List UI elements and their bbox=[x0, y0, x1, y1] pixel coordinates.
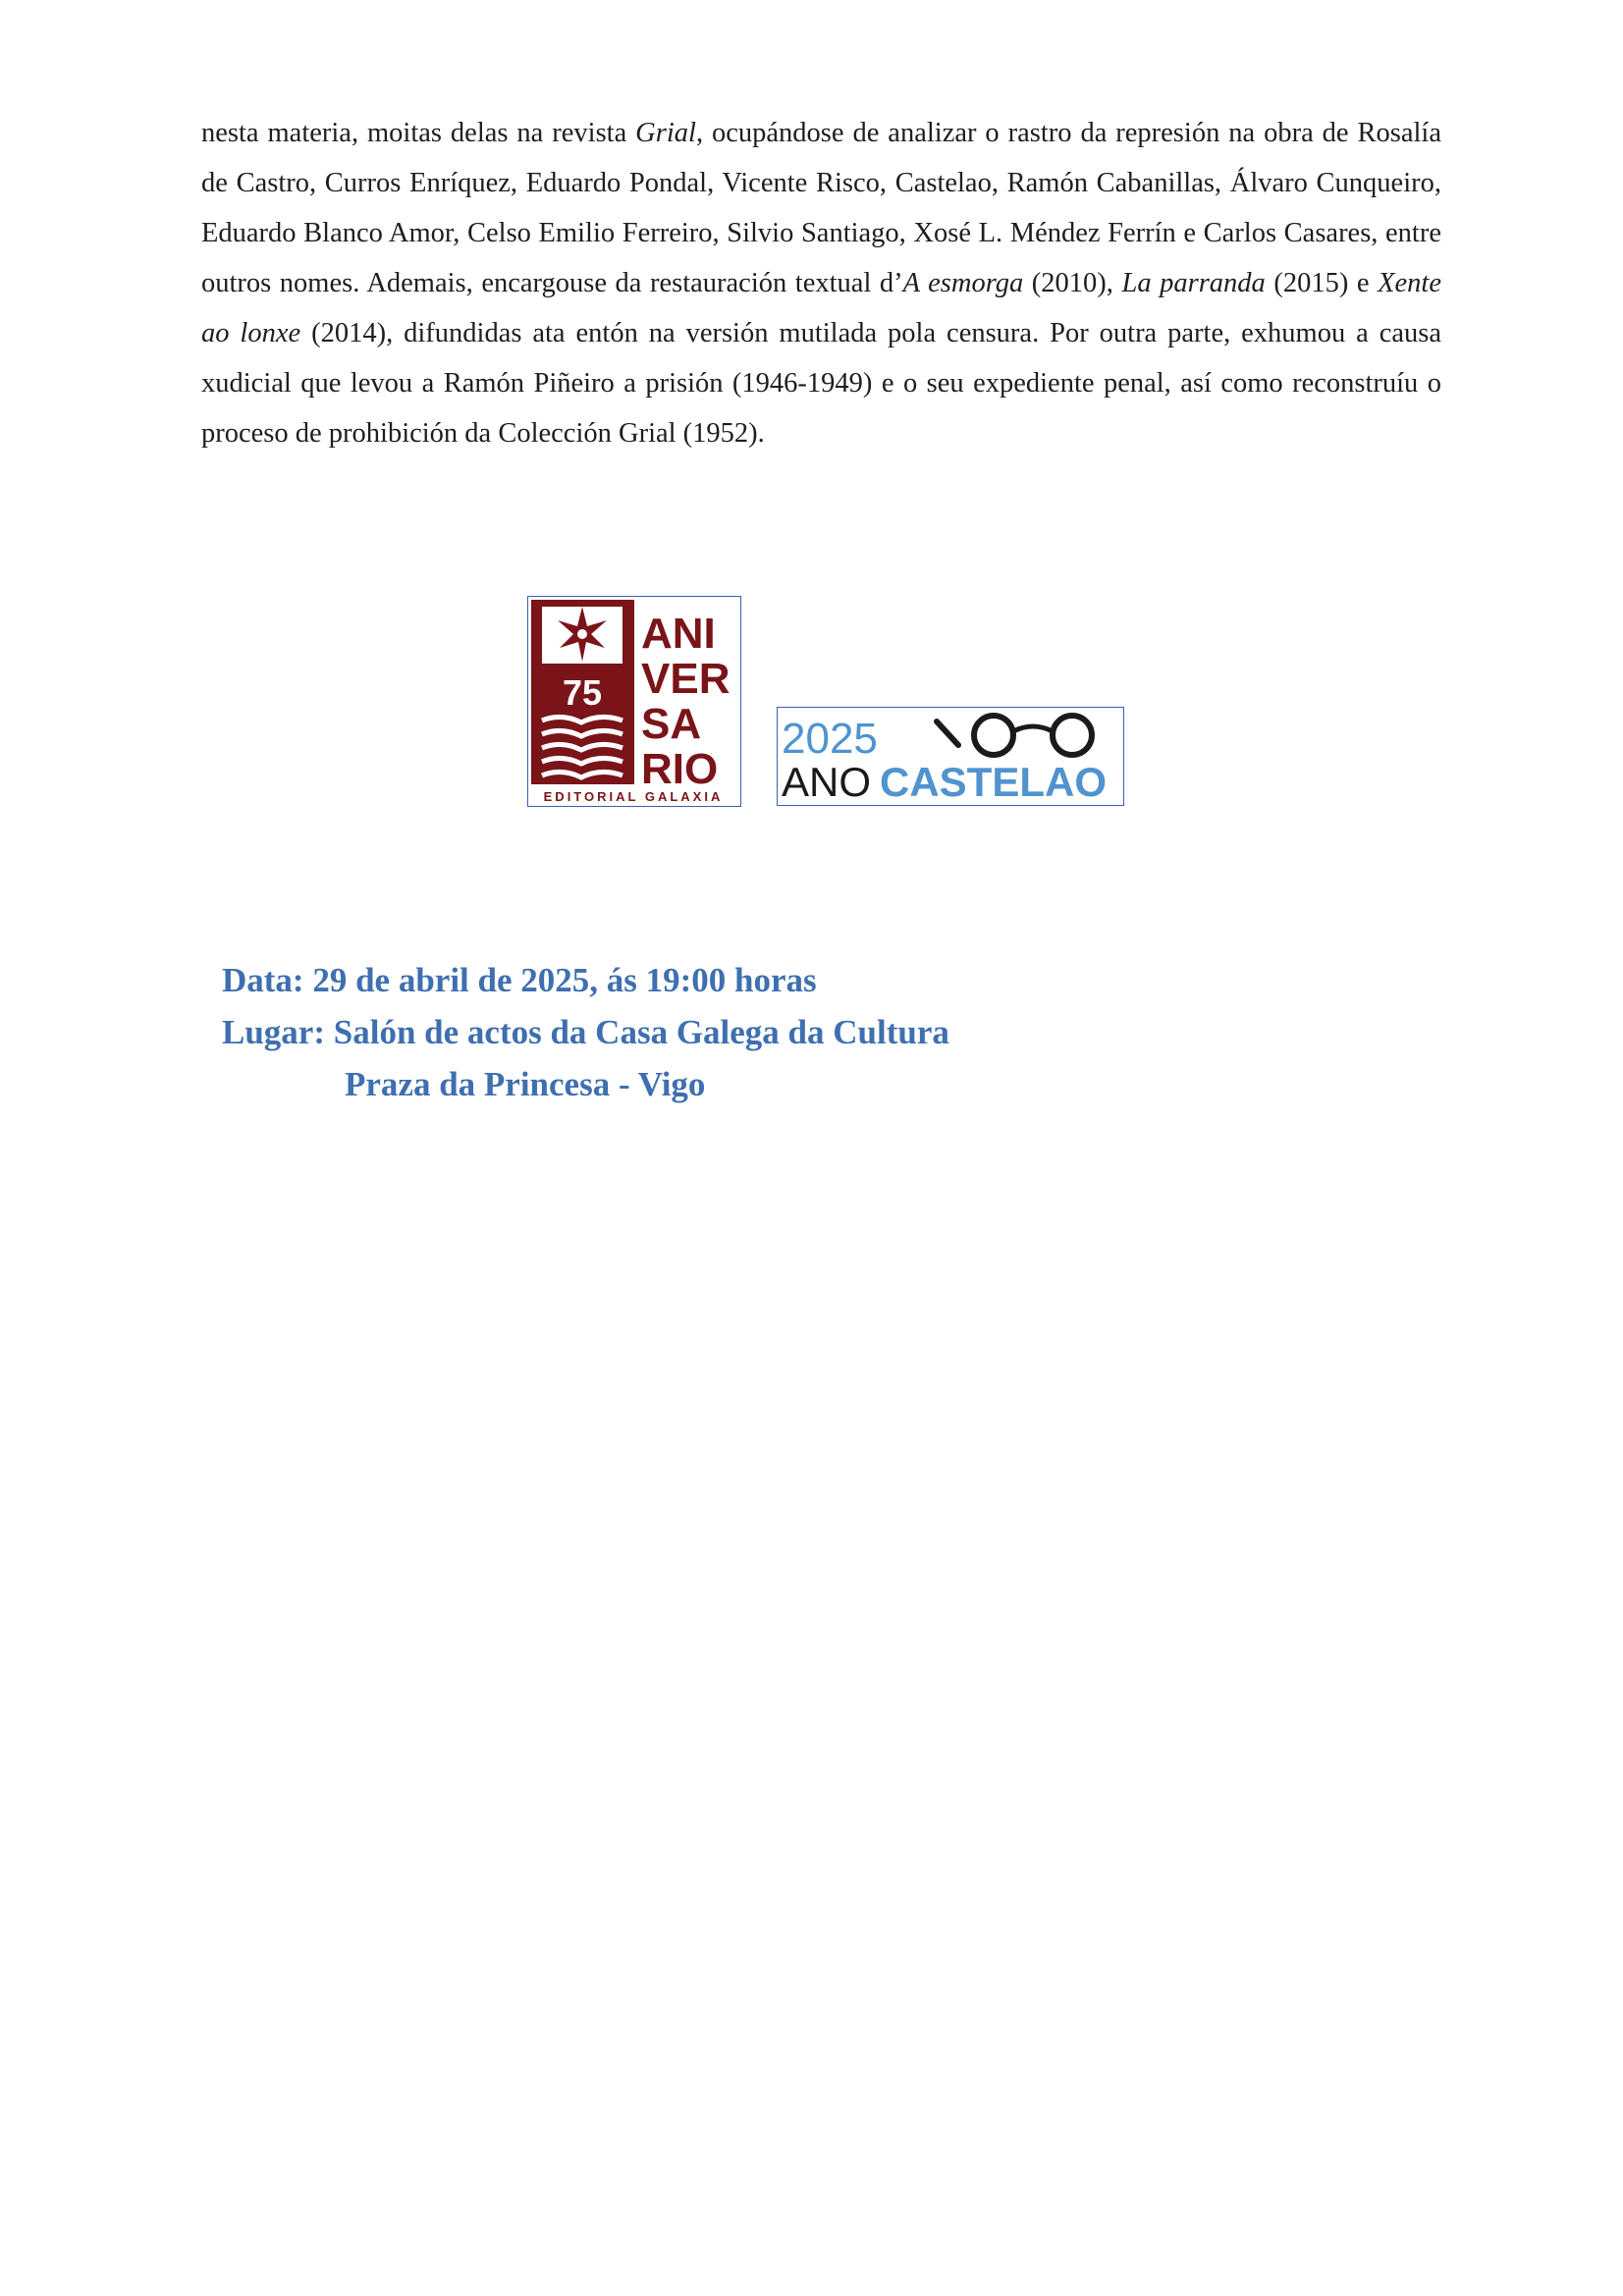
anniversary-word-line: SA bbox=[641, 700, 702, 748]
event-place: Lugar: Salón de actos da Casa Galega da Cultura bbox=[222, 1013, 949, 1051]
galaxia-logo-graphic bbox=[528, 597, 739, 805]
book-title-a-esmorga: A esmorga bbox=[902, 268, 1024, 298]
castelao-name: CASTELAO bbox=[880, 759, 1107, 804]
publisher-name: EDITORIAL GALAXIA bbox=[543, 789, 724, 804]
ano-castelao-logo bbox=[777, 707, 1124, 806]
anniversary-number: 75 bbox=[562, 672, 603, 713]
body-text-segment: , ocupándose de analizar o rastro da represión na obra de Rosalía de Castro, Curros Enríquez, Eduardo Pondal, Vicente Risco, Castelao, Ramón Cabanillas, Álvaro Cunqueiro, Eduardo Blanco Amor, Celso Emilio Ferreiro, Silvio Santiago, Xosé L. Méndez Ferrín e Carlos Casares, entre outros nomes. Ademais, encargouse da restauración textual d’ bbox=[201, 118, 1441, 298]
anniversary-word-line: ANI bbox=[641, 610, 716, 658]
book-title-xente-ao-lonxe: Xente ao lonxe bbox=[201, 268, 1442, 348]
body-text-segment: nesta materia, moitas delas na revista bbox=[201, 118, 636, 148]
body-text-segment: (2014), difundidas ata entón na versión mutilada pola censura. Por outra parte, exhumou a causa xudicial que levou a Ramón Piñeiro a prisión (1946-1949) e o seu expediente penal, así como reconstruíu o proceso de prohibición da Colección Grial (1952). bbox=[201, 318, 1442, 449]
castelao-year: 2025 bbox=[782, 715, 878, 763]
journal-title: Grial bbox=[635, 118, 696, 148]
glasses-icon bbox=[937, 716, 1092, 755]
anniversary-word-line: VER bbox=[641, 655, 730, 703]
anniversary-word-line: RIO bbox=[641, 745, 719, 793]
body-paragraph bbox=[201, 108, 1441, 458]
body-text-segment: (2015) e bbox=[1265, 268, 1379, 298]
event-details bbox=[222, 954, 949, 1110]
body-text-segment: (2010), bbox=[1023, 268, 1122, 298]
book-title-la-parranda: La parranda bbox=[1121, 268, 1266, 298]
galaxia-anniversary-logo bbox=[527, 596, 741, 807]
event-address: Praza da Princesa - Vigo bbox=[345, 1065, 706, 1103]
castelao-ano: ANO bbox=[782, 759, 872, 804]
castelao-logo-graphic bbox=[778, 708, 1122, 804]
event-date: Data: 29 de abril de 2025, ás 19:00 horas bbox=[222, 961, 817, 999]
